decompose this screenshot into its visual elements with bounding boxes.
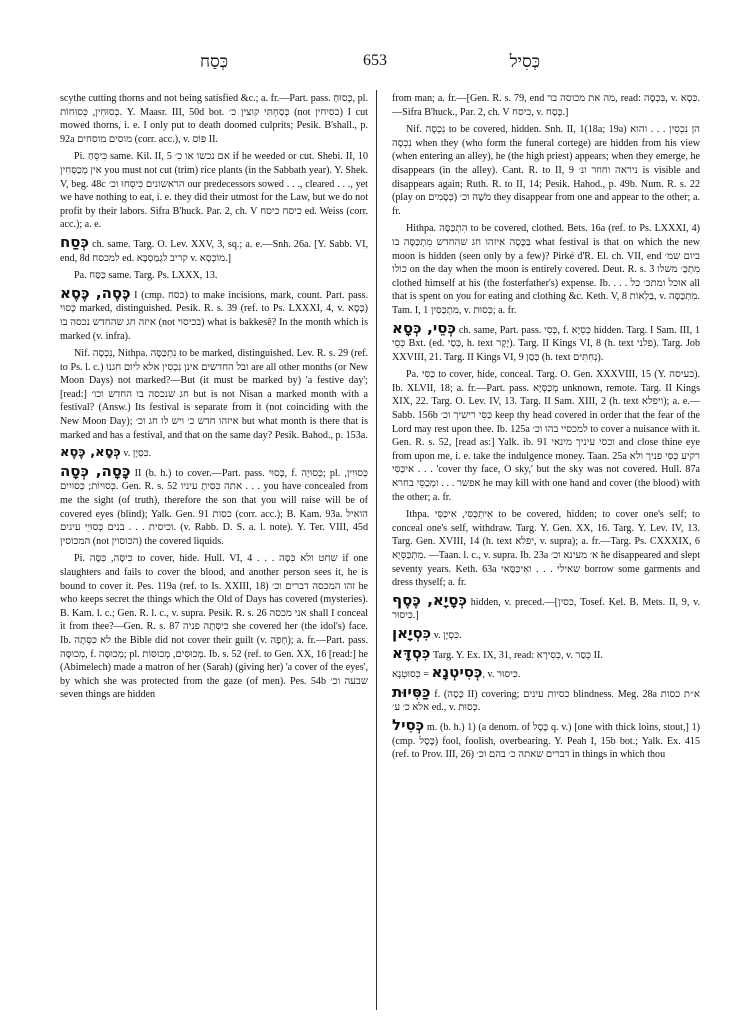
entry-text: v. כִּסְיָן. [123, 448, 152, 460]
dictionary-entry [60, 232, 368, 265]
entry-headword: כִּסְיָאן [392, 623, 432, 642]
entry-text: Pa. כַּסַּח same. Targ. Ps. LXXX, 13. [74, 270, 218, 282]
entry-headword: כְּסַח [60, 232, 89, 251]
dictionary-entry [392, 715, 700, 762]
entry-text: f. (כָּסָה II) covering; כסיות עינים blindness. Meg. 28a א״ת כסות אלא כ׳ ע׳ ed., v. כְּסוּת. [392, 688, 700, 714]
entry-paragraph [60, 269, 368, 283]
entry-text: ch. same. Targ. O. Lev. XXV, 3, sq.; a. e.—Snh. 26a. [Y. Sabb. VI, end, 8d למכסח ed. קריב לגְמַסְבָּא v. מוֹכְסָא.] [60, 238, 368, 264]
header-right-word: כְּסִיל [509, 52, 540, 71]
entry-headword: כְּסָיָא, כֶּסֶף [392, 590, 467, 609]
entry-text: from man; a. fr.—[Gen. R. s. 79, end מה את מכוסה בר, read: בִּכְסָה, v. כִּסָא.—Sifra B'huck., Par. 2, ch. V כיסח, v. כָּסַח.] [392, 93, 700, 118]
entry-text: Ithpa. אִיתְכַּסִּי, אִיכַּסִּי to be covered, hidden; to cover one's self; to conceal one's self, withdraw. Targ. Y. Gen. XX, 16. Targ. Y. Lev. IV, 13. Targ. Gen. XVIII, 14 (h. text יפלא, v. supra); a. fr.—Targ. Ps. CXXXIX, 6 מִתְכַּסְּיָא. —Taan. l. c., v. supra. Ib. 23a א׳ מעינא וכ׳ he disappeared and slept seventy years. Keth. 63a שאילי . . . ואִיכַּסַּאי borrow some garments and dress thyself; a. fr. [392, 509, 701, 589]
entry-paragraph [392, 123, 700, 218]
entry-paragraph [392, 222, 700, 317]
entry-headword: כְּסָא, כֶּסֶא [60, 445, 121, 461]
entry-paragraph [392, 508, 700, 590]
dictionary-entry [392, 623, 700, 643]
dictionary-entry [60, 461, 368, 549]
dictionary-entry [60, 446, 368, 461]
entry-text: Nif. נִכְסָה, Nithpa. נִתְכַּסָּה to be marked, distinguished. Lev. R. s. 29 (ref. to Ps. l. c.) ובל החדשים אינן נִכְסִין אלא ליום חגנו are all other months (or New Moon Days) not marked?—But (it must be marked by) 'a festive day'; [read:] חג שנכסה בו החדש וכו׳ but is not Nisan a marked month with a festival? (Answ.) Its festival is separate from it (not coinciding with the New Moon Day); איזהו חדש כ׳ ויש לו חג וכ׳ but what month is there that is marked and has a festival, and that on the same day? Pesik. Bahod., p. 153a. [60, 348, 369, 441]
entry-text: scythe cutting thorns and not being satisfied &c.; a. fr.—Part. pass. כָּסוּחַ, pl. כְּסוּחִין, כְּסוּחוֹת. Y. Maasr. III, 50d bot. כְּסַחְתִּי קוצין כ׳ (not כסיחין) I cut mowed thorns, i. e. I only put to death doomed culprits; Pesik. B'shall., p. 92a מוסים מוסחים (corr. acc.), v. פּוֹס II. [60, 93, 369, 145]
entry-paragraph [392, 92, 700, 119]
entry-paragraph [60, 150, 368, 232]
dictionary-entry [392, 663, 700, 682]
page-number: 653 [363, 52, 387, 69]
entry-text: Pi. כִּיסֵּחַ same. Kil. II, 5 אם נכשו או כִ׳ if he weeded or cut. Shebi. II, 10 אין מְכַסְּחִין you must not cut (trim) rice plants (in the Sabbath year). Y. Shek. V, beg. 48c הראשונים כִּיסְּחוּ וכ׳ our predecessors sowed . . ., cleared . . ., yet we have nothing to eat, i. e. they did their utmost for the Law, but we do not profit by their labors. Sifra B'huck. Par. 2, ch. V כיסח כיסח ed. Weiss (corr. acc.); a. e. [60, 151, 369, 231]
dictionary-entry [392, 590, 700, 623]
entry-headword: כַּסִּיוּת [392, 682, 431, 701]
entry-text: = כְּסוּטְנָא, v. כִּיסוּר. [392, 669, 521, 681]
left-column [60, 92, 368, 706]
entry-text: hidden, v. preced.—[כסין, Tosef. Kel. B. Mets. II, 9, v. כִּיסוּר.] [392, 596, 700, 622]
entry-text: ch. same, Part. pass. כְּסֵי, f. כְּסֵיָא hidden. Targ. I Sam. III, 1 כְּסֵי Bxt. (ed. כְּסַי, h. text יָקָר). Targ. II Kings VI, 8 (h. text פלני). Targ. Job XXVIII, 21. Targ. II Kings VI, 9 כְּסַן (h. text נְחִתִּים). [392, 324, 700, 363]
entry-paragraph [60, 92, 368, 146]
entry-text: Targ. Y. Ex. IX, 31, read: כְּסִירָא, v. כְּסַר II. [432, 649, 603, 661]
header-left-word: כְּסַח [200, 52, 229, 71]
page-header [60, 48, 690, 78]
dictionary-entry [60, 283, 369, 343]
entry-headword: כָּסָה, כְּסָה [60, 461, 131, 480]
entry-text: Pi. כִּיסָּה, כִּסָּה to cover, hide. Hull. VI, 4 . . . שחט ולא כִּסָּה if one slaughters and fails to cover the blood, and another person sees it, he is bound to cover it. Pes. 119a (ref. to Is. XXIII, 18) זהו המכסה דברים וכ׳ he who keeps secret the things which the Old of Days has covered (mysteries). B. Kam. l. c.; Gen. R. l. c., v. supra. Pesik. R. s. 26 אני מכסה shall I conceal it from thee?—Gen. R. s. 87 כִּיסְּתָה פניה she covered her (the idol's) face. Ib. לא כִּסְּתָה the Bible did not cover their guilt (v. חָפָה); a. fr.—Part. pass. מְכוּסֶּה, f. מְכוּסָּה; pl. מְכוּסִּים, מְכוּסּוֹת. Ib. s. 52 (ref. to Gen. XX, 16 [read:] he (Abimelech) made a matron of her (Sarah) (giving her) 'a cover of the eyes', by which she was protected from the gaze (of men). Pes. 54b שבעה וכ׳ seven things are hidden [60, 553, 369, 701]
entry-headword: כְּסִיל [392, 715, 425, 734]
entry-text: II (b. h.) to cover.—Part. pass. כָּסוּי, f. כְּסוּיָה; pl. כְּסוּיִין, כְּסוּיוֹת; כְּסוּיִים. Gen. R. s. 52 אתה כִּסִּיתָ עיניו . . . you have concealed from me the sight (of truth), therefore the son that you will raise will be of covered eyes (blind); Yalk. Gen. 91 כסות (corr. acc.); B. Kam. 93a. הואיל וכיסית . . . בנים כְּסוּיֵי עינים. (v. Rabb. D. S. a. l. note). Y. Ter. VIII, 45d המכוסין (not הכוסוין) the covered liquids. [60, 467, 368, 547]
entry-headword: כְּסֵי, כְּסָא [392, 318, 456, 337]
entry-text: I (cmp. כסח) to make incisions, mark, count. Part. pass. כָּסוּי marked, distinguished. Pesik. R. s. 39 (ref. to Ps. LXXXI, 4, v. כֶּסֶא) איזה חג שהחדש נכסה בו (not בכיסוי) what is bakkesê? In the month which is marked (v. infra). [60, 289, 369, 342]
entry-headword: כֶּסֶה, כֶּסֶא [60, 283, 131, 302]
entry-text: Nif. נִכְסָה to be covered, hidden. Snh. II, 1(18a; 19a) הן נִכְסִין . . . והוא נִכְסָה when they (who form the funeral cortege) are hidden from his view (when entering an alley), he (the high priest) appears; when they emerge, he disappears (in the alley). Cant. R. to II, 9 ניראה וחוזר ונ׳ is visible and disappears again; Ruth. R. to II, 14; Pesik. Hahod., p. 49b. Num. R. s. 22 (play on כְּסָמִים) מֹשֶׁה וכ׳ they disappear from one and appear to the other; a. fr. [392, 124, 700, 217]
dictionary-entry [392, 318, 700, 365]
dictionary-entry [392, 682, 700, 715]
entry-text: v. כִּסְיָן. [433, 629, 462, 641]
dictionary-entry [392, 643, 700, 663]
entry-text: Pa. כַּסִּי to cover, hide, conceal. Targ. O. Gen. XXXVIII, 15 (Y. כעיסה). Ib. XLVII, 18; a. fr.—Part. pass. מְכַסְּיָא unknown, remote. Targ. II Kings XIX, 22. Targ. O. Lev. IV, 13. Targ. II Sam. XIII, 2 (h. text ויפלא); a. e.—Sabb. 156b כַּסִּי רישיך וכ׳ keep thy head covered in order that the fear of the Lord may rest upon thee. Ib. 125a למכסיי בהו וכ׳ to cover a nuisance with it. Gen. R. s. 52, [read as:] Yalk. ib. 91 וכסי עיניך מינאי and close thine eye from upon me, i. e. take the indulgence money. Taan. 25a רקיע כַּסִּי פניך ולא איכַּסִּי . . . 'cover thy face, O sky,' but the sky was not covered. Hull. 87a אפשר . . . ומְכַסֵּי בחרא he may kill with one hand and cover (the blood) with the other; a. fr. [392, 369, 701, 503]
right-column [392, 92, 700, 766]
entry-paragraph [60, 347, 368, 442]
entry-paragraph [60, 552, 368, 702]
entry-headword: כִּסְדָּא [392, 643, 431, 662]
entry-paragraph [392, 368, 700, 504]
column-divider [376, 90, 377, 1010]
entry-headword: כְּסִיטְנָא [431, 663, 483, 682]
entry-text: m. (b. h.) 1) (a denom. of כֶּסֶל q. v.) [one with thick loins, stout,] 1) (cmp. כֶּסֶל) fool, foolish, overbearing. Y. Peah I, 15b bot.; Yalk. Ex. 415 (ref. to Prov. III, 26) דברים שאתה כ׳ בהם וכ׳ in things in which thou [392, 721, 700, 761]
entry-text: Hithpa. הִתְכַּסָּה to be covered, clothed. Bets. 16a (ref. to Ps. LXXXI, 4) בַּכֶּסֶה איזהו חג שהחדש מִתְכַּסֶּה בו what festival is that on which the new moon is hidden (seen only by a few)? Pirké d'R. El. ch. VII, end ביום שמ׳ כולו on the day when the moon is entirely covered. Deut. R. s. 3 מִתְכַּ׳ משלו clothed himself at his (the fosterfather's) expense. Ib. . . . אוכל ומתכ׳ כל all that is spent on you for eating and clothing &c. Keth. V, 8 בַּלְאוֹת, v. מִתְכַּסָּה. Tam. I, 1 מִתְכַּסִּין, v. כְּסוּת; a. fr. [392, 223, 701, 316]
